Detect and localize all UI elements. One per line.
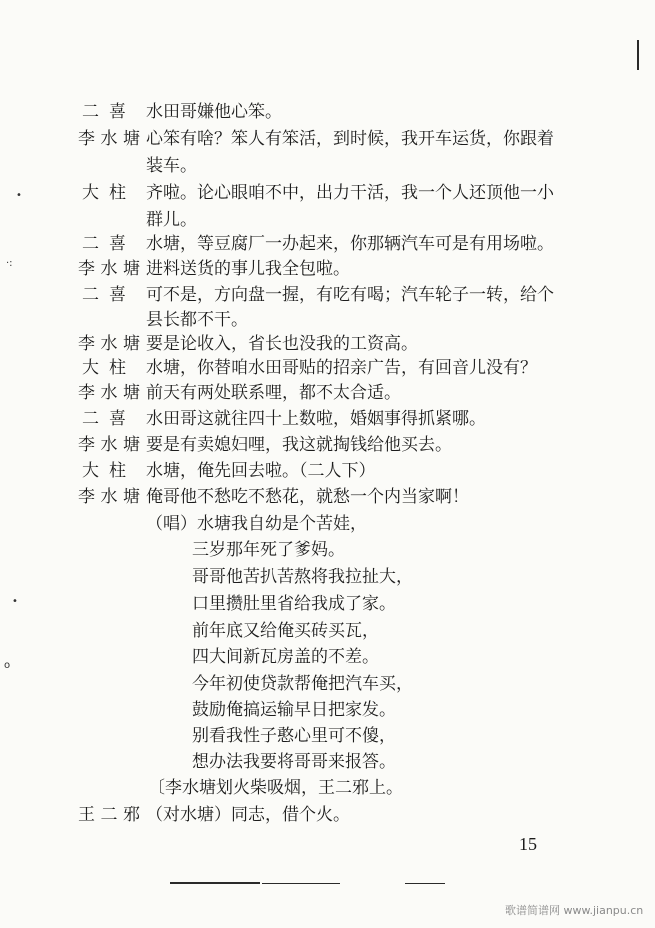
dialogue-text: 水田哥嫌他心笨。 bbox=[146, 102, 282, 122]
scan-speck: • bbox=[12, 596, 18, 607]
speaker-name: 李水塘 bbox=[78, 334, 140, 354]
speaker-name: 李水塘 bbox=[78, 259, 140, 279]
dialogue-text: （对水塘）同志，借个火。 bbox=[146, 805, 350, 825]
speaker-name: 大 柱 bbox=[82, 183, 126, 203]
speaker-name: 王二邪 bbox=[78, 805, 140, 825]
speaker-name: 二 喜 bbox=[82, 285, 126, 305]
speaker-name: 大 柱 bbox=[82, 358, 126, 378]
dialogue-continuation: 县长都不干。 bbox=[146, 310, 248, 330]
dialogue-text: 水塘，你替咱水田哥贴的招亲广告，有回音儿没有？ bbox=[146, 358, 537, 378]
song-first-line bbox=[146, 511, 367, 537]
speaker-name: 李水塘 bbox=[78, 435, 140, 455]
scan-speck: ·: bbox=[6, 258, 13, 269]
dialogue-text: 水塘，等豆腐厂一办起来，你那辆汽车可是有用场啦。 bbox=[146, 234, 554, 254]
lyric-line: 哥哥他苦扒苦熬将我拉扯大， bbox=[192, 567, 413, 587]
dialogue-text: 前天有两处联系哩，都不太合适。 bbox=[146, 383, 401, 403]
dialogue-text: 可不是，方向盘一握，有吃有喝；汽车轮子一转，给个 bbox=[146, 285, 554, 305]
dialogue-continuation: 装车。 bbox=[146, 156, 197, 176]
footer-rule bbox=[405, 883, 445, 884]
speaker-name: 二 喜 bbox=[82, 102, 126, 122]
dialogue-continuation: 群儿。 bbox=[146, 210, 197, 230]
sing-cue: （唱） bbox=[146, 514, 197, 534]
speaker-name: 李水塘 bbox=[78, 383, 140, 403]
dialogue-text: 齐啦。论心眼咱不中，出力干活，我一个人还顶他一小 bbox=[146, 183, 554, 203]
lyric-line: 今年初使贷款帮俺把汽车买， bbox=[192, 674, 413, 694]
dialogue-text: 进料送货的事儿我全包啦。 bbox=[146, 259, 350, 279]
margin-mark bbox=[637, 40, 639, 70]
dialogue-text: 水田哥这就往四十上数啦，婚姻事得抓紧哪。 bbox=[146, 409, 486, 429]
speaker-name: 李水塘 bbox=[78, 487, 140, 507]
footer-rule bbox=[170, 882, 260, 884]
watermark: 歌谱简谱网 www.jianpu.cn bbox=[505, 904, 644, 917]
lyric-line: 前年底又给俺买砖买瓦， bbox=[192, 621, 379, 641]
lyric-line: 想办法我要将哥哥来报答。 bbox=[192, 752, 396, 772]
lyric-line: 口里攒肚里省给我成了家。 bbox=[192, 594, 396, 614]
scan-speck: • bbox=[16, 190, 22, 201]
lyric-line: 水塘我自幼是个苦娃， bbox=[197, 514, 367, 534]
speaker-name: 二 喜 bbox=[82, 409, 126, 429]
stage-direction: 〔李水塘划火柴吸烟，王二邪上。 bbox=[148, 778, 403, 798]
dialogue-text: 水塘，俺先回去啦。（二人下） bbox=[146, 461, 376, 481]
lyric-line: 鼓励俺搞运输早日把家发。 bbox=[192, 700, 396, 720]
scan-speck: o bbox=[4, 660, 11, 671]
dialogue-text: 俺哥他不愁吃不愁花，就愁一个内当家啊！ bbox=[146, 487, 469, 507]
speaker-name: 李水塘 bbox=[78, 129, 140, 149]
lyric-line: 四大间新瓦房盖的不差。 bbox=[192, 647, 379, 667]
dialogue-text: 要是有卖媳妇哩，我这就掏钱给他买去。 bbox=[146, 435, 452, 455]
page-number: 15 bbox=[519, 834, 537, 854]
lyric-line: 三岁那年死了爹妈。 bbox=[192, 540, 345, 560]
lyric-line: 别看我性子憨心里可不傻， bbox=[192, 726, 396, 746]
speaker-name: 大 柱 bbox=[82, 461, 126, 481]
dialogue-text: 要是论收入，省长也没我的工资高。 bbox=[146, 334, 418, 354]
speaker-name: 二 喜 bbox=[82, 234, 126, 254]
dialogue-text: 心笨有啥？笨人有笨活，到时候，我开车运货，你跟着 bbox=[146, 129, 554, 149]
footer-rule bbox=[262, 883, 340, 884]
